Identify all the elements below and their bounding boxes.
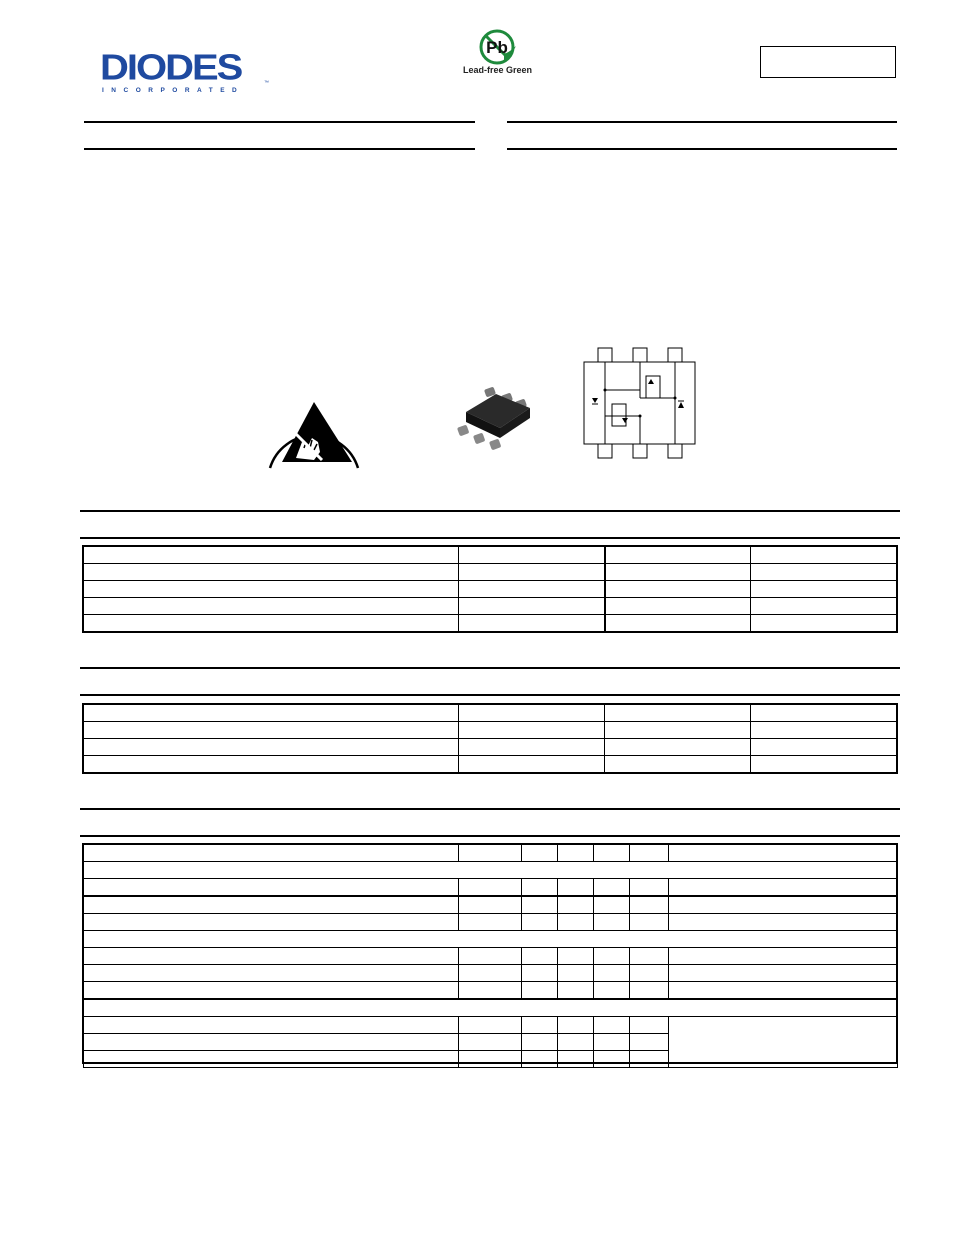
section-3-table-border [82, 843, 898, 1064]
part-number-box [760, 46, 896, 78]
right-column-rule-bottom [507, 148, 897, 150]
section-1-rule-top [80, 510, 900, 512]
pb-free-icon [460, 28, 535, 68]
logo-trademark: ™ [264, 80, 269, 86]
lead-free-green-badge [460, 28, 535, 80]
logo-subtext: INCORPORATED [102, 87, 245, 94]
left-column-rule-top [84, 121, 475, 123]
section-2-rule-top [80, 667, 900, 669]
internal-schematic-diagram [582, 346, 698, 462]
left-column-rule-bottom [84, 148, 475, 150]
section-1-table-border [82, 545, 898, 633]
pb-symbol: Pb [486, 38, 508, 57]
diodes-logo [100, 50, 270, 96]
esd-warning-icon [262, 390, 366, 470]
leadfree-caption: Lead-free Green [462, 65, 533, 75]
logo-wordmark: DIODES [100, 48, 242, 88]
section-3-rule-bottom [80, 835, 900, 837]
section-2-table-border [82, 703, 898, 774]
section-3-rule-top [80, 808, 900, 810]
sot-package-image [452, 382, 536, 452]
section-2-rule-bottom [80, 694, 900, 696]
right-column-rule-top [507, 121, 897, 123]
section-1-rule-bottom [80, 537, 900, 539]
